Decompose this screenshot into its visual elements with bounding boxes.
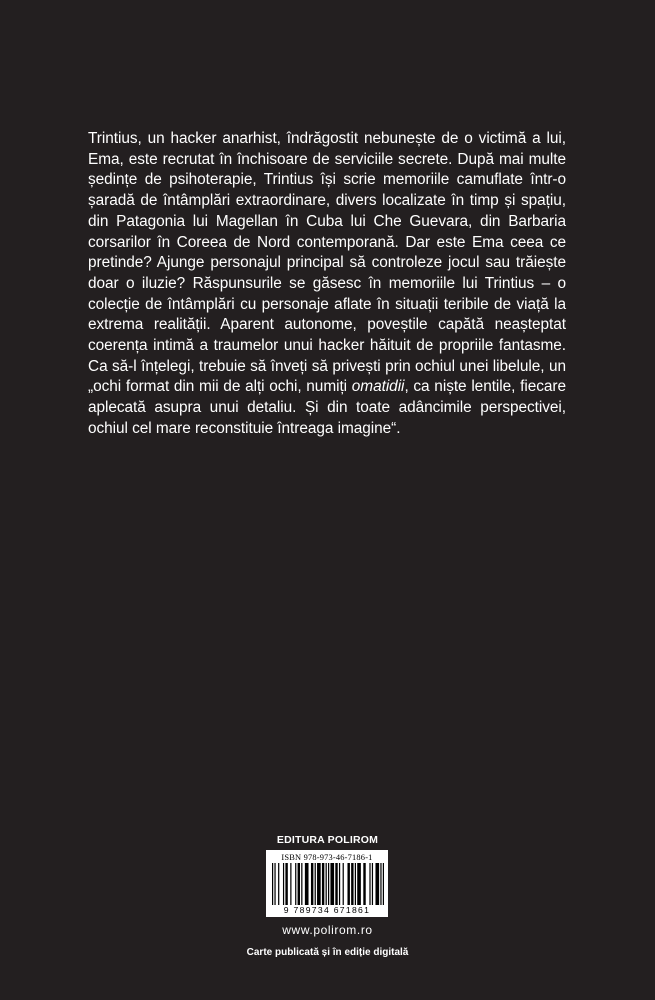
barcode-bar: [301, 863, 302, 905]
barcode-bar: [317, 863, 321, 905]
digital-edition-note: Carte publicată și în ediție digitală: [246, 947, 409, 958]
barcode-bar: [295, 863, 296, 905]
barcode-bar: [383, 863, 384, 905]
blurb-text-part2: , ca niște lentile, fiecare aplecată asupra unui detaliu. Și din toate adâncimile perspectivei, ochiul cel mare reconstituie întreaga imagine“.: [88, 378, 566, 437]
isbn-number: ISBN 978-973-46-7186-1: [281, 853, 373, 862]
barcode-bar: [347, 863, 349, 905]
barcode-bar: [298, 863, 300, 905]
barcode-bar: [272, 863, 273, 905]
barcode-bar: [328, 863, 329, 905]
barcode-digits: 9 789734 671861: [283, 905, 371, 915]
barcode-bar: [380, 863, 381, 905]
barcode-bar: [274, 863, 275, 905]
blurb-italic-term: omatidii: [351, 378, 405, 396]
barcode-bar: [357, 863, 361, 905]
barcode-bar: [355, 863, 356, 905]
barcode-bar: [315, 863, 316, 905]
barcode-bar: [305, 863, 309, 905]
barcode-bar: [322, 863, 324, 905]
barcode-bar: [351, 863, 353, 905]
barcode-bar: [326, 863, 327, 905]
publisher-website: www.polirom.ro: [282, 923, 373, 937]
blurb-text-part1: Trintius, un hacker anarhist, îndrăgostit nebunește de o victimă a lui, Ema, este recrutat în închisoare de serviciile secrete. După mai multe ședințe de psihoterapie, Trintius își scrie memoriile camuflate într-o șaradă de întâmplări extraordinare, divers localizate în timp și spațiu, din Patagonia lui Magellan în Cuba lui Che Guevara, din Barbaria corsarilor în Coreea de Nord contemporană. Dar este Ema ceea ce pretinde? Ajunge personajul principal să controleze jocul sau trăiește doar o iluzie? Răspunsurile se găsesc în memoriile lui Trintius – o colecție de întâmplări cu personaje aflate în situații teribile de viață la extrema realității. Aparent autonome, poveștile capătă neașteptat coerența intimă a traumelor unui hacker hăituit de propriile fantasme. Ca să-l înțelegi, trebuie să înveți să privești prin ochiul unei libelule, un „ochi format din mii de alți ochi, numiți: [88, 130, 566, 396]
barcode-bar: [363, 863, 365, 905]
barcode-bar: [283, 863, 284, 905]
barcode-bar: [335, 863, 337, 905]
barcode-bar: [343, 863, 344, 905]
barcode-bar: [285, 863, 287, 905]
barcode-bars: [272, 863, 384, 905]
barcode-bar: [311, 863, 313, 905]
barcode-bar: [278, 863, 279, 905]
back-cover-blurb: [88, 129, 566, 440]
barcode-bar: [369, 863, 370, 905]
publisher-name: EDITURA POLIROM: [276, 834, 379, 846]
barcode-bar: [290, 863, 291, 905]
barcode-bar: [330, 863, 334, 905]
barcode-bar: [339, 863, 340, 905]
barcode-bar: [372, 863, 373, 905]
barcode-bar: [375, 863, 379, 905]
isbn-barcode: [266, 850, 388, 917]
